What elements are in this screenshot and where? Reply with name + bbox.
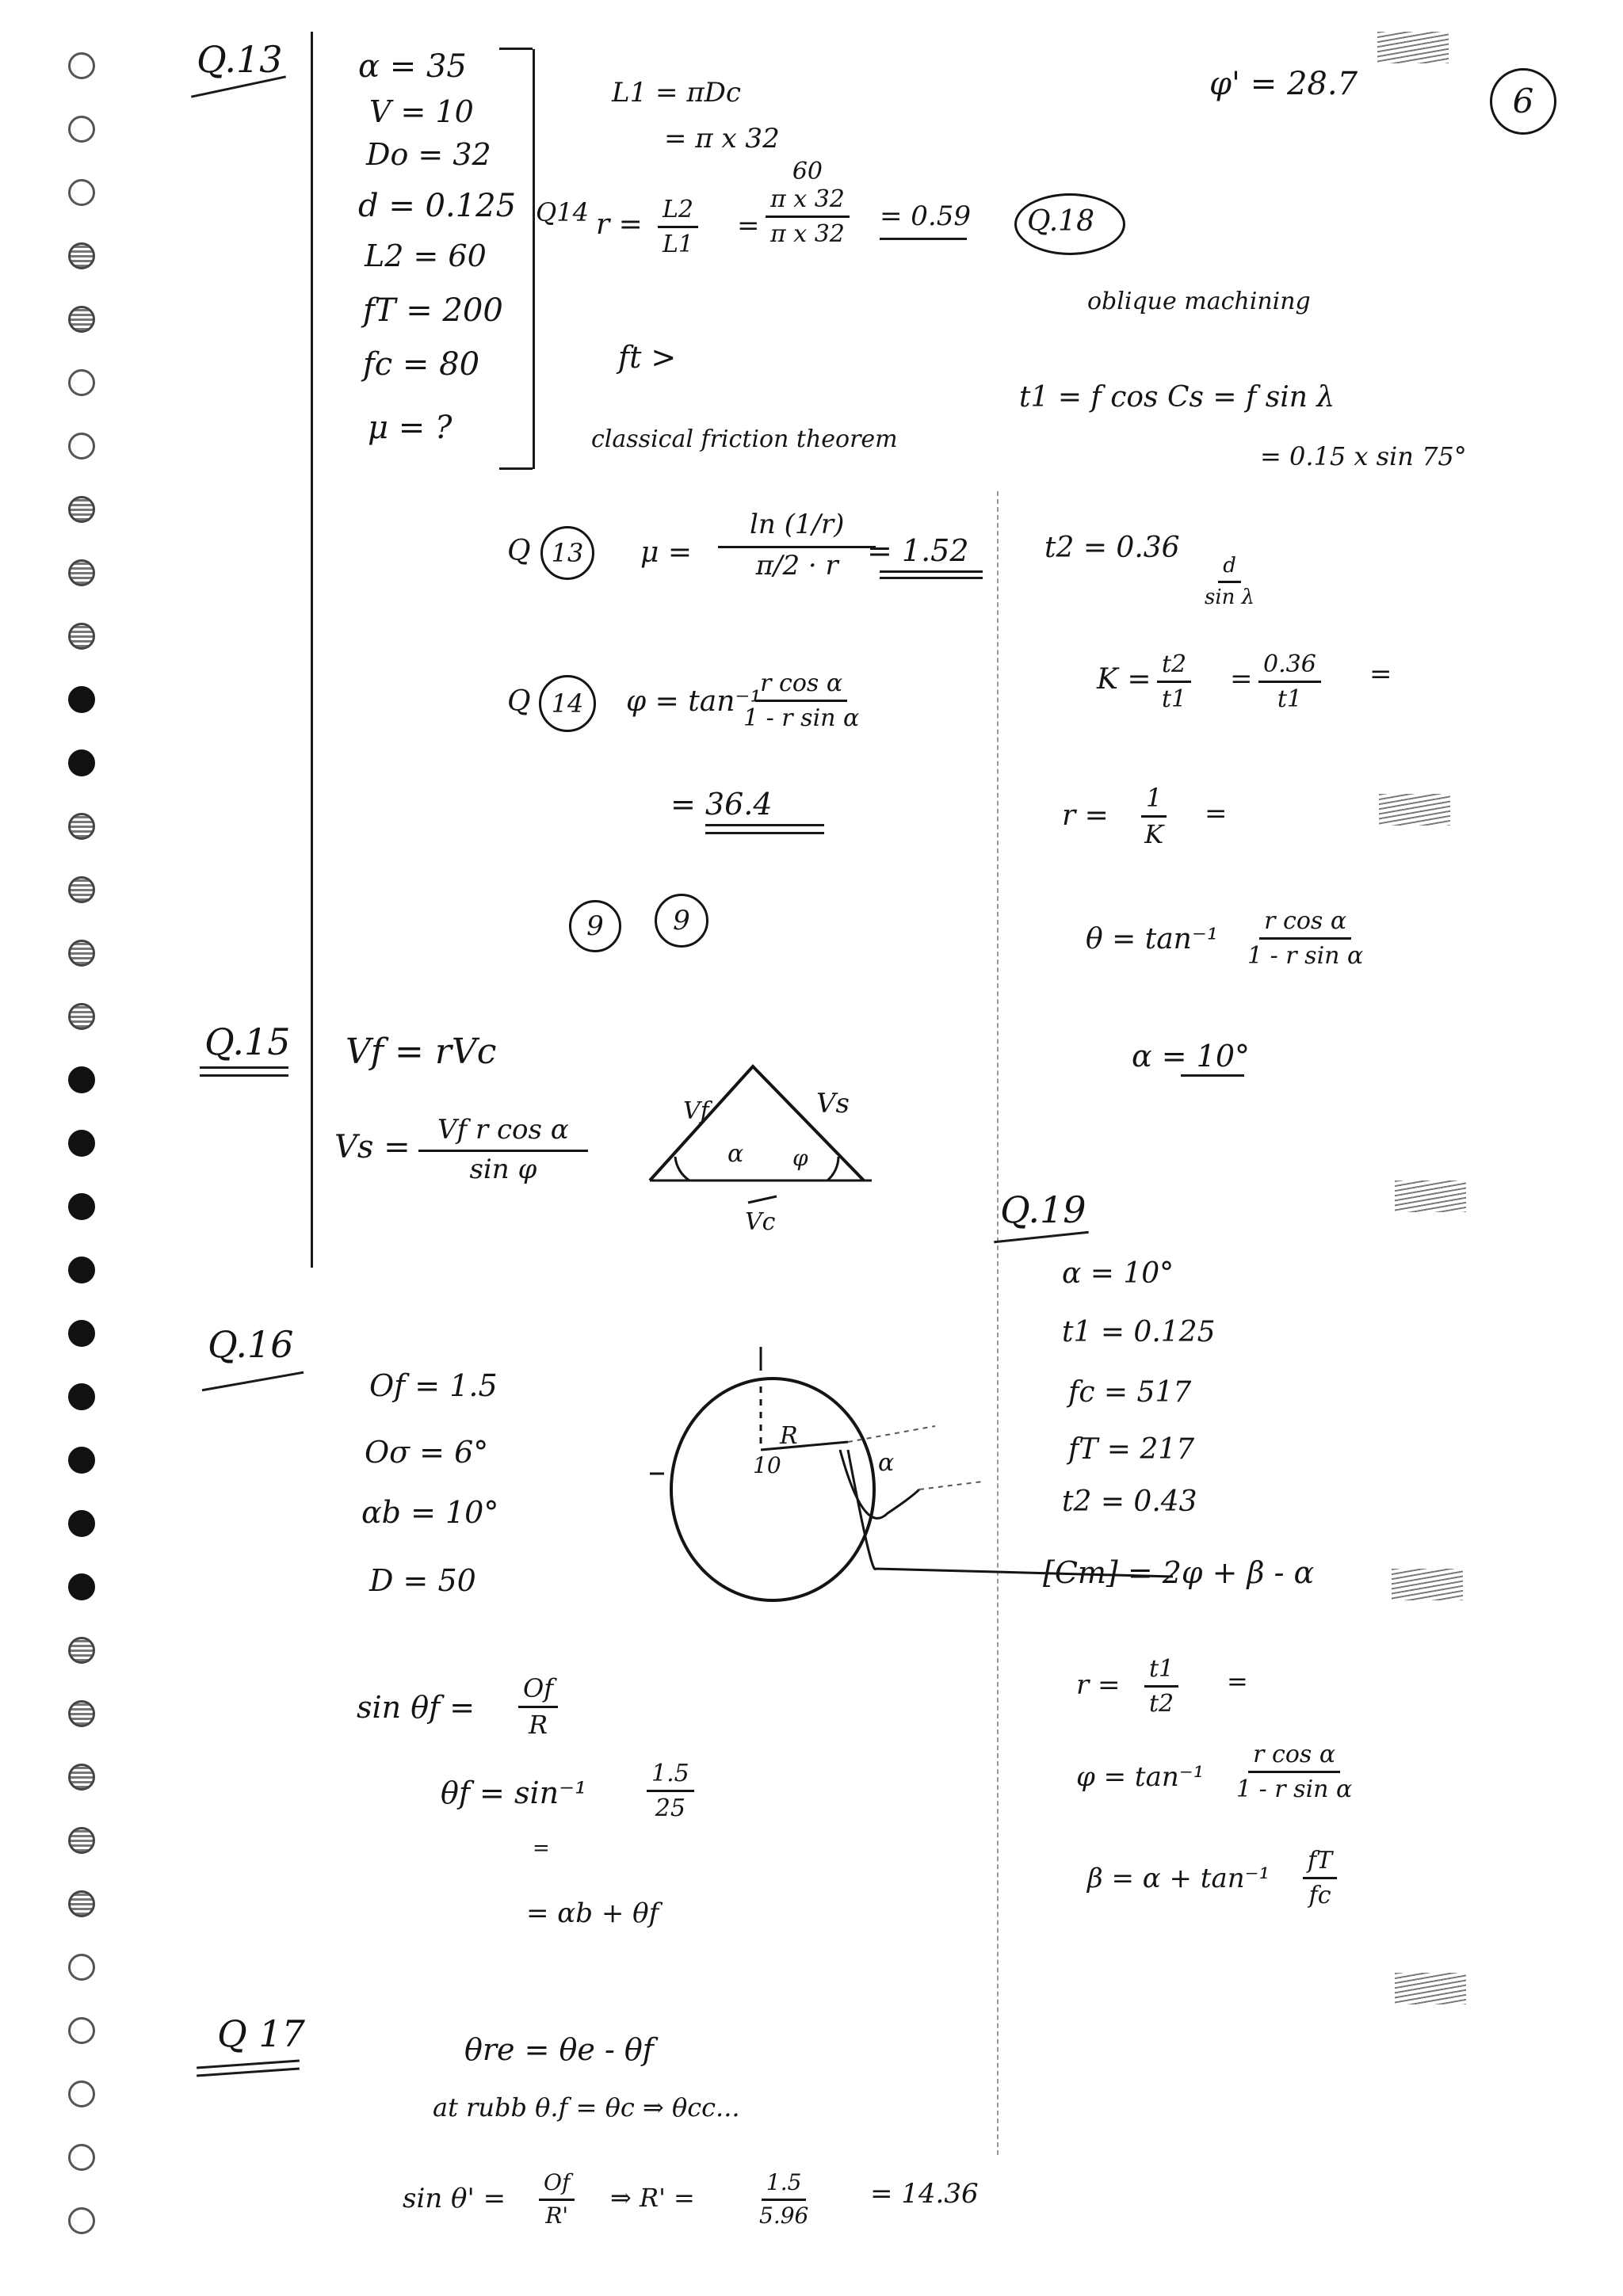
thf-sum: = αb + θf	[526, 1897, 659, 1929]
q18-label: Q.18	[1027, 205, 1094, 238]
q19-phi-lhs: φ = tan⁻¹	[1076, 1761, 1205, 1793]
phi-dash-value: φ' = 28.7	[1209, 66, 1358, 102]
page-number: 6	[1512, 82, 1534, 120]
given-v: V = 10	[369, 94, 474, 129]
alpha-value: α = 10°	[1132, 1039, 1251, 1074]
k-lhs: K =	[1097, 663, 1151, 696]
given-osigma: Oσ = 6°	[365, 1435, 489, 1470]
phi-result: = 36.4	[670, 787, 773, 822]
q13-label: Q.13	[197, 38, 283, 81]
r2-end: =	[1205, 798, 1228, 830]
q19-phi-fraction: $\frac{\text{r cos α}}{\text{1 - r sin α}}$	[1236, 1741, 1353, 1803]
tri-vs: Vs	[816, 1088, 850, 1119]
scan-mark	[1395, 1180, 1466, 1212]
mark-circle-2: 9	[655, 894, 708, 948]
t1-value: = 0.15 x sin 75°	[1260, 441, 1467, 471]
t2-fraction: $\frac{d}{\text{sin λ}}$	[1205, 554, 1255, 609]
k-fraction: $\frac{t2}{t1}$	[1157, 651, 1191, 712]
t2-line: t2 = 0.36	[1044, 532, 1180, 564]
r-eq: =	[737, 210, 760, 242]
mu-lhs: μ =	[640, 536, 693, 569]
given-d: D = 50	[369, 1563, 476, 1598]
mu-fraction: $\frac{\ln (1/r)}{\pi/2 \cdot r}$	[718, 510, 876, 582]
given-alphab: αb = 10°	[361, 1495, 499, 1530]
ans13-circle: 13	[540, 526, 594, 580]
r-fraction: $\frac{L2}{L1}$	[658, 196, 698, 257]
eq-dash: =	[533, 1836, 550, 1860]
vf-relation: Vf = rVc	[346, 1032, 497, 1072]
r2-lhs: r =	[1062, 799, 1109, 832]
q17-line1: θre = θe - θf	[464, 2032, 654, 2067]
scan-mark	[1395, 1973, 1466, 2004]
q15-label: Q.15	[204, 1020, 291, 1063]
q17-result: = 14.36	[870, 2178, 979, 2210]
given-d: d = 0.125	[358, 188, 517, 224]
tri-vc: Vc	[745, 1208, 776, 1236]
cm-line: [Cm] = 2φ + β - α	[1043, 1555, 1315, 1590]
l1-formula: L1 = πDc	[612, 77, 741, 109]
vs-fraction: $\frac{\text{Vf r cos α}}{\text{sin φ}}$	[418, 1116, 588, 1185]
sin-thf-lhs: sin θf =	[357, 1690, 475, 1725]
q17-label: Q 17	[217, 2012, 305, 2055]
given-of: Of = 1.5	[369, 1368, 498, 1403]
classical-friction-note: classical friction theorem	[591, 425, 898, 453]
k-eq: =	[1230, 663, 1253, 695]
circle-alpha: α	[878, 1449, 895, 1477]
given-mu: μ = ?	[368, 410, 453, 446]
q19-r-lhs: r =	[1076, 1669, 1121, 1701]
given-do: Do = 32	[366, 137, 491, 172]
given-t2: t2 = 0.43	[1062, 1486, 1197, 1518]
given-l2: L2 = 60	[365, 238, 487, 273]
given-ft19: fT = 217	[1068, 1433, 1195, 1466]
r-lhs: r =	[596, 208, 643, 241]
q14-tag-left: Q	[507, 685, 531, 718]
sin-thf-fraction: $\frac{Of}{R}$	[518, 1675, 558, 1739]
q19-label: Q.19	[1000, 1188, 1086, 1231]
q14-tag: Q14	[536, 197, 589, 227]
thf-fraction: $\frac{1.5}{25}$	[647, 1760, 694, 1821]
k-fraction-values: $\frac{0.36}{t1}$	[1258, 651, 1321, 712]
ans13-tag: Q	[507, 535, 531, 567]
theta-lhs: θ = tan⁻¹	[1086, 923, 1219, 955]
circle-angle: 10	[753, 1452, 781, 1478]
k-end: =	[1369, 658, 1392, 690]
t1-line: t1 = f cos Cs = f sin λ	[1019, 381, 1335, 414]
tri-vf: Vf	[683, 1097, 709, 1125]
r-fraction-values: 60 π x 32 π x 32	[766, 158, 850, 247]
q17-r-fraction: $\frac{1.5}{5.96}$	[759, 2169, 809, 2229]
given-alpha: α = 35	[358, 48, 467, 85]
given-fc19: fc = 517	[1068, 1376, 1192, 1409]
r2-fraction: $\frac{1}{K}$	[1141, 784, 1167, 849]
ft-line: ft >	[618, 340, 677, 375]
given-alpha19: α = 10°	[1062, 1257, 1174, 1290]
q17-line2: at rubb θ.f = θc ⇒ θcc...	[433, 2092, 740, 2122]
q19-beta-fraction: $\frac{fT}{fc}$	[1303, 1848, 1337, 1909]
given-ft: fT = 200	[363, 292, 503, 329]
phi-lhs: φ = tan⁻¹	[626, 685, 762, 718]
q17-sin-lhs: sin θ' =	[403, 2183, 506, 2214]
vs-lhs: Vs =	[334, 1129, 411, 1165]
q14-circle: 14	[539, 675, 596, 732]
tri-phi: φ	[792, 1145, 808, 1171]
theta-fraction: $\frac{\text{r cos α}}{\text{1 - r sin α}}$	[1247, 907, 1364, 970]
phi-fraction: $\frac{\text{r cos α}}{\text{1 - r sin α}}$	[743, 669, 860, 732]
q19-r-end: =	[1227, 1666, 1248, 1696]
q19-beta-lhs: β = α + tan⁻¹	[1087, 1863, 1270, 1894]
mu-result: = 1.52	[867, 533, 969, 568]
given-fc: fc = 80	[363, 346, 480, 383]
scan-mark	[1392, 1569, 1463, 1600]
tri-alpha: α	[727, 1140, 744, 1168]
q16-label: Q.16	[208, 1323, 294, 1366]
q17-sin-fraction: $\frac{Of}{R'}$	[539, 2171, 575, 2229]
circle-r: R	[780, 1422, 798, 1450]
thf-lhs: θf = sin⁻¹	[441, 1775, 587, 1810]
mark-circle-1: 9	[569, 900, 621, 952]
q17-arrow: ⇒ R' =	[610, 2183, 695, 2213]
l1-value: = π x 32	[664, 123, 780, 154]
q19-r-fraction: $\frac{t1}{t2}$	[1144, 1656, 1178, 1717]
given-t1: t1 = 0.125	[1062, 1316, 1216, 1348]
oblique-machining-note: oblique machining	[1087, 288, 1311, 315]
r-result: = 0.59	[880, 200, 971, 232]
